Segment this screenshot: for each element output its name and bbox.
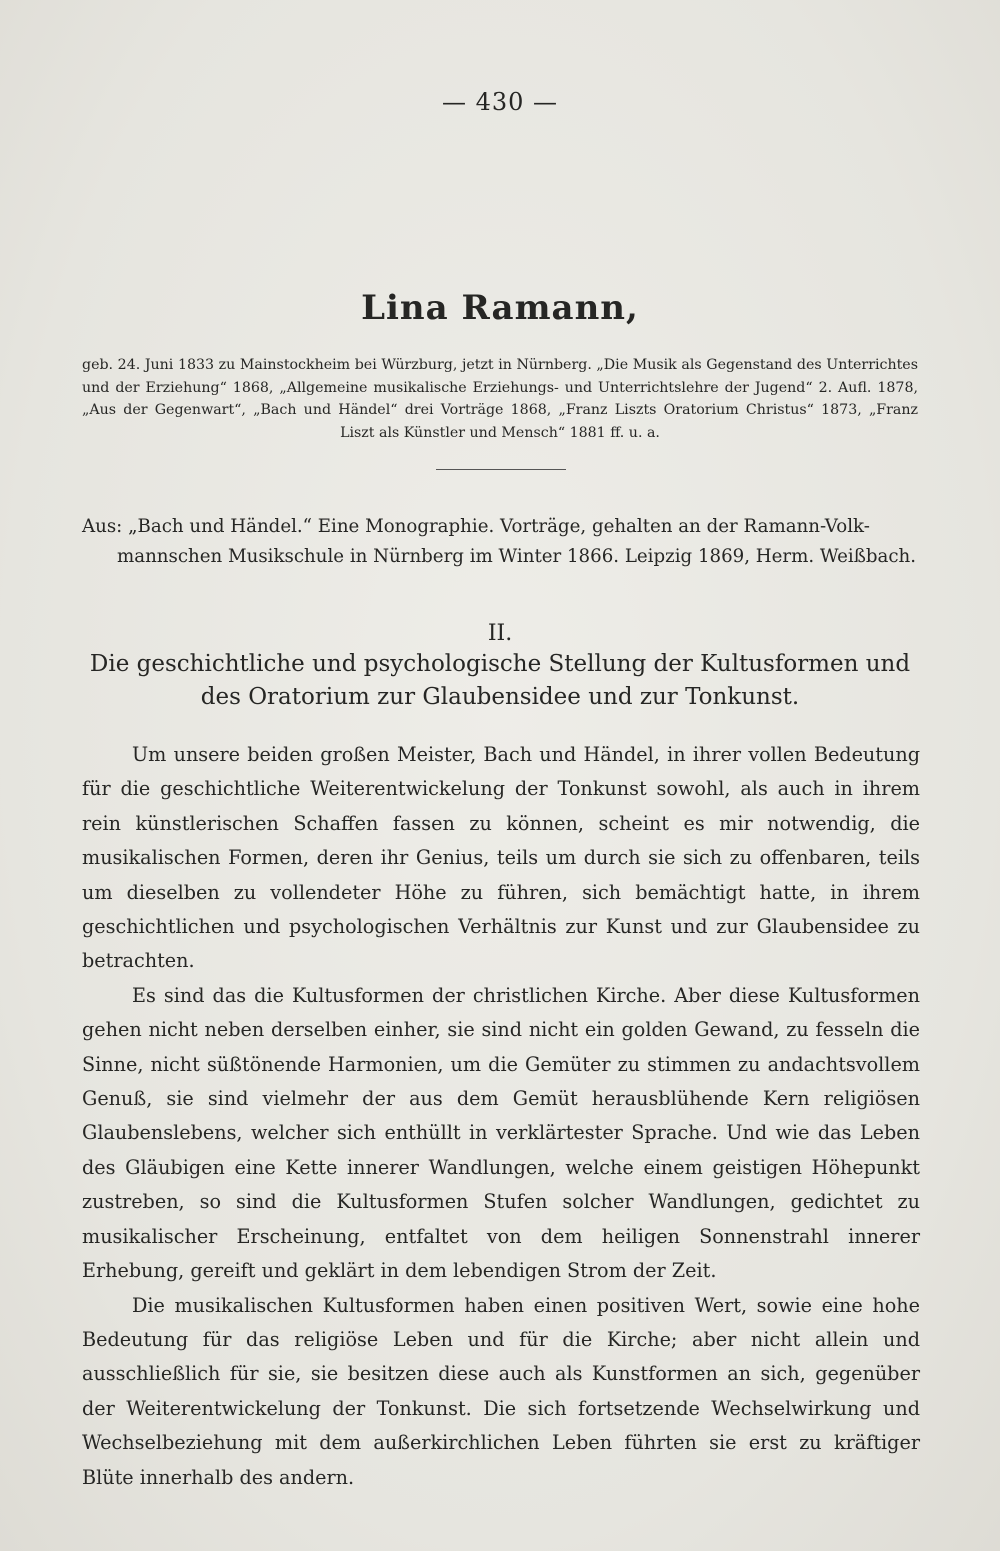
author-heading: Lina Ramann,	[361, 288, 639, 328]
paragraph: Es sind das die Kultusformen der christlichen Kirche. Aber diese Kultusformen gehen nicht neben derselben einher, sie sind nicht ein golden Gewand, zu fesseln die Sinne, nicht süßtönende Harmonien, um die Gemüter zu stimmen zu andachtsvollem Genuß, sie sind vielmehr der aus dem Gemüt herausblühende Kern religiösen Glaubenslebens, welcher sich enthüllt in verklärtester Sprache. Und wie das Leben des Gläubigen eine Kette innerer Wandlungen, welche einem geistigen Höhepunkt zustreben, so sind die Kultusformen Stufen solcher Wandlungen, gedichtet zu musikalischer Erscheinung, entfaltet von dem heiligen Sonnenstrahl innerer Erhebung, gereift und geklärt in dem lebendigen Strom der Zeit.	[82, 983, 920, 1283]
body-text	[82, 738, 920, 1495]
section-divider	[436, 469, 566, 470]
source-citation-line-1: Aus: „Bach und Händel.“ Eine Monographie. Vorträge, gehalten an der Ramann-Volk-	[82, 516, 870, 537]
page-number: — 430 —	[441, 88, 559, 116]
source-citation	[82, 512, 918, 572]
chapter-heading: Die geschichtliche und psychologische Stellung der Kultusformen und des Oratorium zur Glaubensidee und zur Tonkunst.	[89, 651, 911, 710]
source-citation-line-2: mannschen Musikschule in Nürnberg im Winter 1866. Leipzig 1869, Herm. Weißbach.	[117, 546, 917, 567]
paragraph: Um unsere beiden großen Meister, Bach und Händel, in ihrer vollen Bedeutung für die geschichtliche Weiterentwickelung der Tonkunst sowohl, als auch in ihrem rein künstlerischen Schaffen fassen zu können, scheint es mir notwendig, die musikalischen Formen, deren ihr Genius, teils um durch sie sich zu offenbaren, teils um dieselben zu vollendeter Höhe zu führen, sich bemächtigt hatte, in ihrem geschichtlichen und psychologischen Verhältnis zur Kunst und zur Glaubensidee zu betrachten.	[82, 743, 920, 973]
paragraph: Die musikalischen Kultusformen haben einen positiven Wert, sowie eine hohe Bedeutung für das religiöse Leben und für die Kirche; aber nicht allein und ausschließlich für sie, sie besitzen diese auch als Kunstformen an sich, gegenüber der Weiterentwickelung der Tonkunst. Die sich fortsetzende Wechselwirkung und Wechselbeziehung mit dem außerkirchlichen Leben führten sie erst zu kräftiger Blüte innerhalb des andern.	[82, 1293, 920, 1489]
author-biography: geb. 24. Juni 1833 zu Mainstockheim bei Würzburg, jetzt in Nürnberg. „Die Musik als Gegenstand des Unterrichtes und der Erziehung“ 1868, „Allgemeine musikalische Erziehungs- und Unterrichtslehre der Jugend“ 2. Aufl. 1878, „Aus der Gegenwart“, „Bach und Händel“ drei Vorträge 1868, „Franz Liszts Oratorium Christus“ 1873, „Franz Liszt als Künstler und Mensch“ 1881 ff. u. a.	[82, 357, 918, 442]
chapter-number: II.	[487, 621, 513, 646]
